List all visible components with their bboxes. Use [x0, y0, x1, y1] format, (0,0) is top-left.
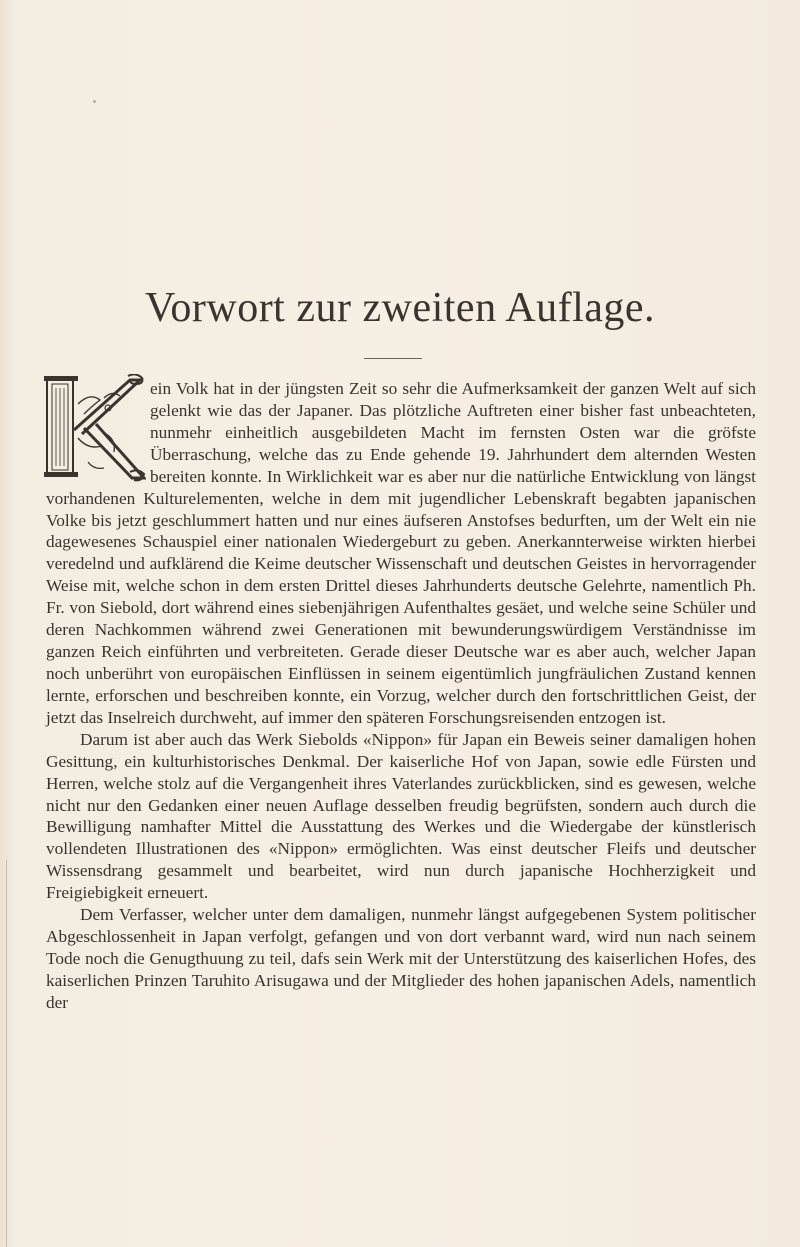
paragraph-2: Darum ist aber auch das Werk Siebolds «Nippon» für Japan ein Beweis seiner damaligen hohen Gesittung, ein kulturhistorisches Denkmal. Der kaiserliche Hof von Japan, sowie edle Fürsten und Herren, welche stolz auf die Vergangenheit ihres Vaterlandes zurückblicken, sind es gewesen, welche nicht nur den Gedanken einer neuen Auflage desselben freudig begrüfsten, sondern auch durch die Bewilligung namhafter Mittel die Ausstattung des Werkes und die Wiedergabe der künstlerisch vollendeten Illustrationen des «Nippon» ermöglichten. Was einst deutscher Fleifs und deutscher Wissensdrang gesammelt und bearbeitet, wird nun durch japanische Hochherzigkeit und Freigiebigkeit erneuert.	[46, 729, 756, 903]
paragraph-1: ein Volk hat in der jüngsten Zeit so sehr die Aufmerksamkeit der ganzen Welt auf sich gelenkt wie das der Japaner. Das plötzliche Auftreten einer bisher fast unbeachteten, nunmehr einheitlich ausgebildeten Macht im fernsten Osten war die gröfste Überraschung, welche das zu Ende gehende 19. Jahrhundert dem alternden Westen bereiten konnte. In Wirklichkeit war es aber nur die natürliche Entwicklung von längst vorhandenen Kulturelementen, welche in dem mit jugendlicher Lebenskraft begabten japanischen Volke bis jetzt geschlummert hatten und nur eines äufseren Anstofses bedurften, um der Welt ein nie dagewesenes Schauspiel einer nationalen Wiedergeburt zu geben. Anerkannterweise wirkten hierbei veredelnd und aufklärend die Keime deutscher Wissenschaft und deutschen Geistes in hervorragender Weise mit, welche schon in dem ersten Drittel dieses Jahrhunderts deutsche Gelehrte, namentlich Ph. Fr. von Siebold, dort während eines siebenjährigen Aufenthaltes gesäet, und welche seine Schüler und deren Nachkommen während zwei Generationen mit bewunderungswürdigem Verständnisse im ganzen Reich einführten und verbreiteten. Gerade dieser Deutsche war es aber auch, welcher Japan noch unberührt von europäischen Einflüssen in seinem eigentümlich jungfräulichen Zustand kennen lernte, erforschen und beschreiben konnte, ein Vorzug, welcher durch den fortschrittlichen Geist, der jetzt das Inselreich durchweht, auf immer den späteren Forschungsreisenden entzogen ist.	[46, 379, 756, 727]
decorative-initial-k-icon	[44, 374, 146, 482]
title-divider	[364, 358, 422, 359]
paragraph-3: Dem Verfasser, welcher unter dem damaligen, nunmehr längst aufgegebenen System politischer Abgeschlossenheit in Japan verfolgt, gefangen und von dort verbannt ward, wird nun nach seinem Tode noch die Genugthuung zu teil, dafs sein Werk mit der Unterstützung des kaiserlichen Hofes, des kaiserlichen Prinzen Taruhito Arisugawa und der Mitglieder des hohen japanischen Adels, namentlich der	[46, 905, 756, 1012]
page-title: Vorwort zur zweiten Auflage.	[144, 285, 656, 331]
paper-speck	[93, 100, 96, 103]
body-text	[46, 378, 756, 1014]
gutter-line	[6, 860, 7, 1247]
